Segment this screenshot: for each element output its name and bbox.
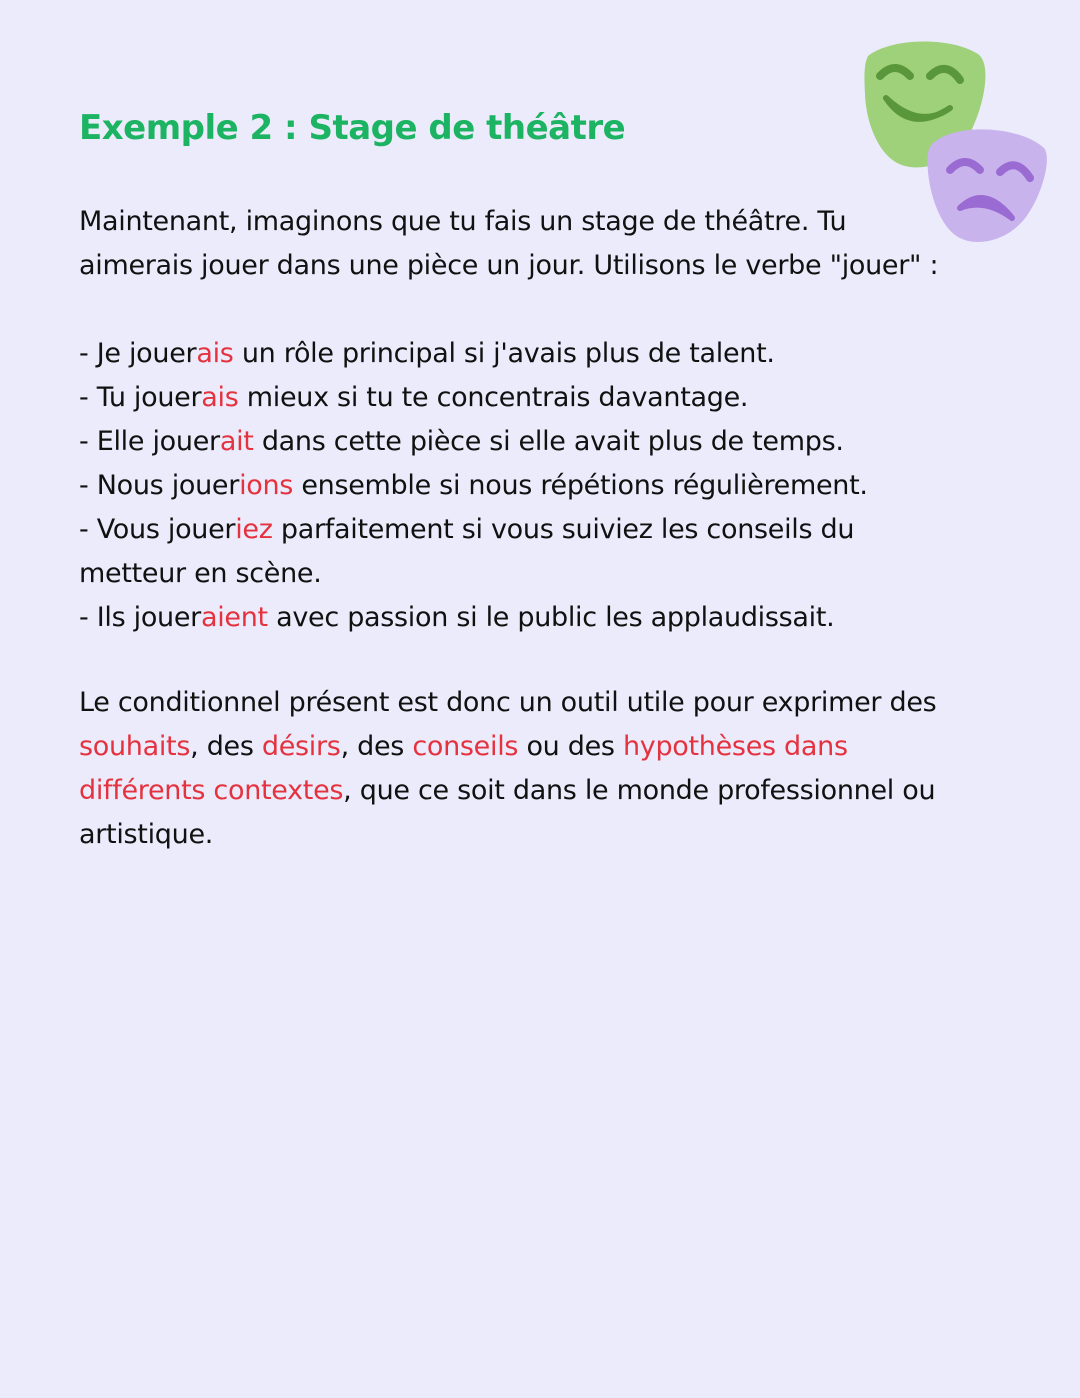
intro-line-1: Maintenant, imaginons que tu fais un stage de théâtre. Tu [79,206,847,237]
example-rest: parfaitement si vous suiviez les conseils du metteur en scène. [79,514,855,589]
conclusion-text: , des [190,731,262,762]
example-rest: un rôle principal si j'avais plus de talent. [233,338,775,369]
example-prefix: - Tu jouer [79,382,202,413]
example-vous [79,508,879,596]
example-prefix: - Elle jouer [79,426,220,457]
highlight-desirs: désirs [261,731,341,762]
conclusion-paragraph [79,681,959,857]
conclusion-text: Le conditionnel présent est donc un outil utile pour exprimer des [79,687,937,718]
example-prefix: - Je jouer [79,338,197,369]
verb-ending: ais [196,338,234,369]
highlight-conseils: conseils [412,731,519,762]
page-title: Exemple 2 : Stage de théâtre [79,108,626,148]
example-prefix: - Nous jouer [79,470,240,501]
intro-line-2: aimerais jouer dans une pièce un jour. Utilisons le verbe "jouer" : [79,250,939,281]
example-nous [79,464,979,508]
conclusion-text: , des [340,731,413,762]
example-rest: dans cette pièce si elle avait plus de temps. [253,426,844,457]
conclusion-text: , que ce soit dans le monde professionnel ou artistique. [79,775,936,850]
verb-ending: ais [201,382,239,413]
highlight-souhaits: souhaits [79,731,191,762]
verb-ending: iez [235,514,273,545]
example-rest: avec passion si le public les applaudissait. [267,602,835,633]
conclusion-text: ou des [518,731,623,762]
example-prefix: - Ils jouer [79,602,201,633]
example-tu [79,376,979,420]
example-prefix: - Vous jouer [79,514,236,545]
verb-ending: aient [200,602,268,633]
example-elle [79,420,979,464]
example-rest: ensemble si nous répétions régulièrement. [293,470,868,501]
example-rest: mieux si tu te concentrais davantage. [238,382,749,413]
example-ils [79,596,979,640]
intro-paragraph [79,200,979,288]
highlight-hypotheses: hypothèses dans différents contextes [79,731,848,806]
conjugation-examples-list [79,332,979,640]
example-je [79,332,979,376]
verb-ending: ions [239,470,294,501]
verb-ending: ait [219,426,254,457]
